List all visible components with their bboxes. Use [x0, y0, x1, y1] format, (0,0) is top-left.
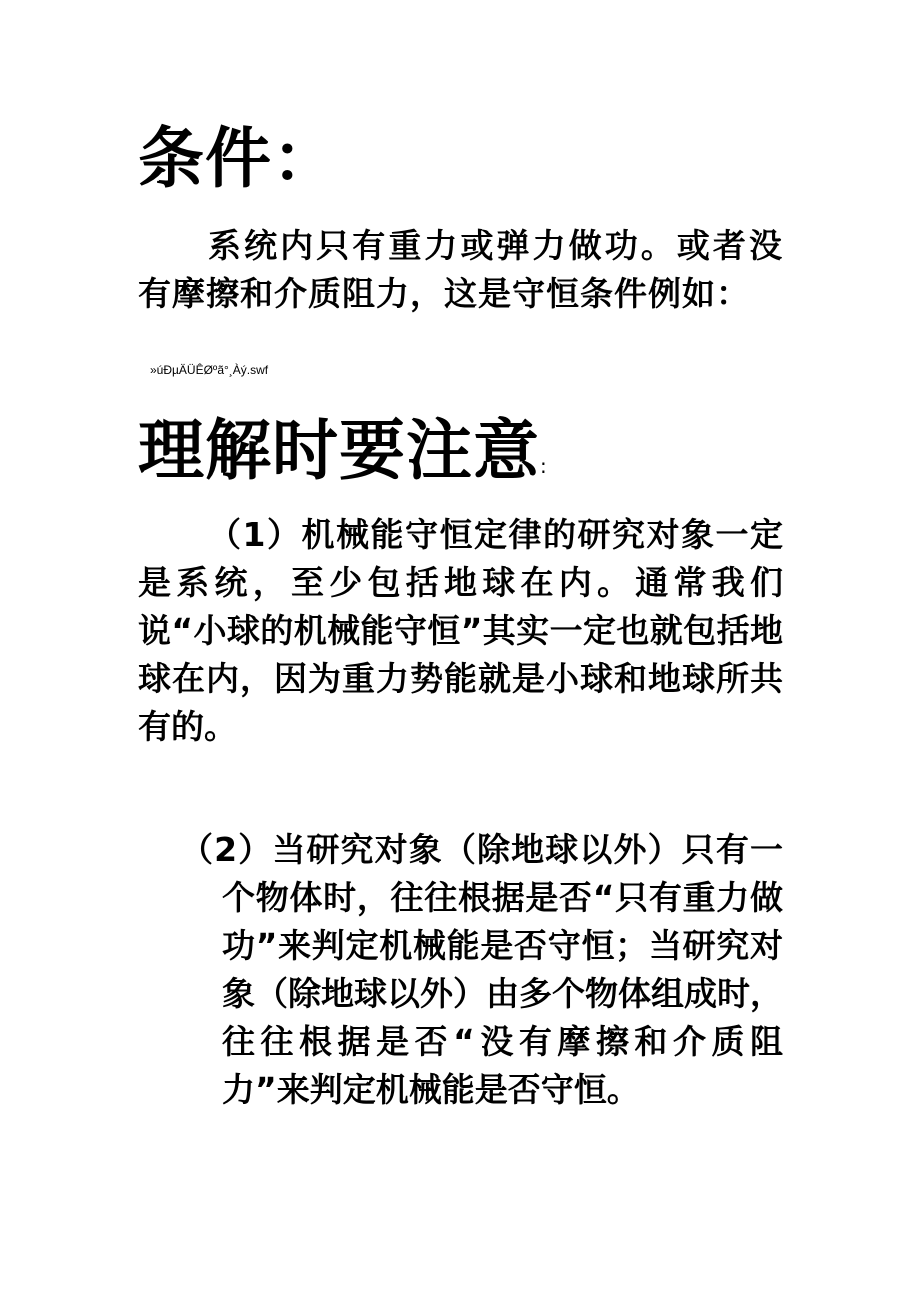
note-paragraph-2: （2）当研究对象（除地球以外）只有一个物体时，往往根据是否“只有重力做功”来判定机械能是否守恒；当研究对象（除地球以外）由多个物体组成时，往往根据是否“没有摩擦和介质阻力”来判定机械能是否守恒。 [180, 830, 783, 1109]
heading-notes-colon: : [540, 454, 548, 478]
heading-notes-text: 理解时要注意 [138, 412, 540, 489]
note-paragraph-1: （1）机械能守恒定律的研究对象一定是系统，至少包括地球在内。通常我们说“小球的机械能守恒”其实一定也就包括地球在内，因为重力势能就是小球和地球所共有的。 [138, 515, 783, 746]
conditions-paragraph: 系统内只有重力或弹力做功。或者没有摩擦和介质阻力，这是守恒条件例如： [138, 226, 783, 313]
heading-conditions: 条件： [138, 120, 339, 197]
heading-notes [138, 412, 548, 489]
swf-file-link[interactable]: »úÐµÄÜÊØºã°¸Àý.swf [150, 363, 269, 377]
